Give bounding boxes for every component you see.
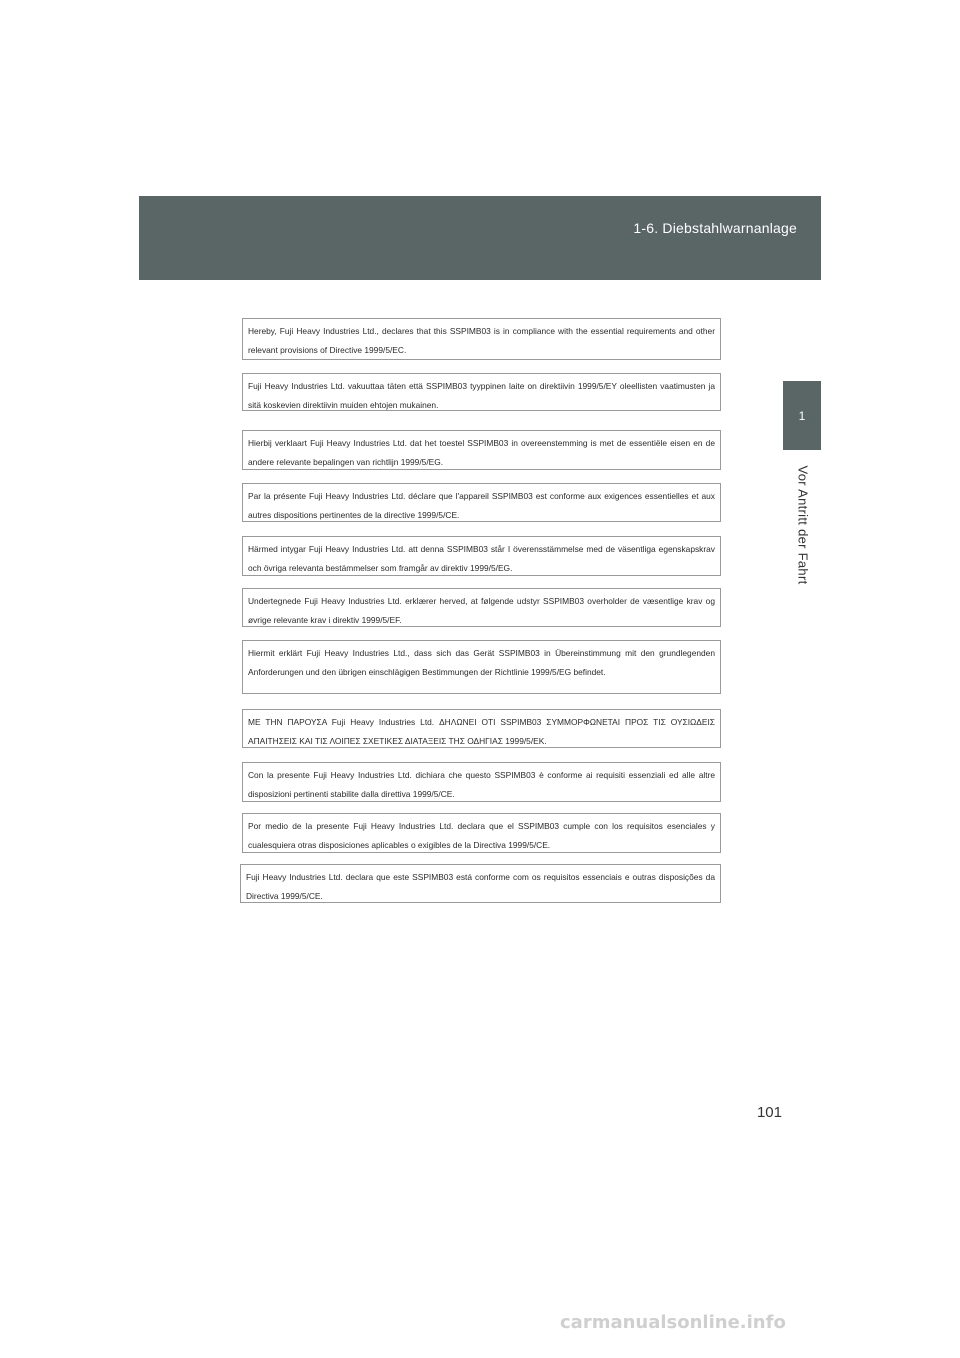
- declaration-finnish: Fuji Heavy Industries Ltd. vakuuttaa täten että SSPIMB03 tyyppinen laite on direktiivin 1999/5/EY oleellisten vaatimusten ja sitä koskevien direktiivin muiden ehtojen mukainen.: [242, 373, 721, 411]
- declaration-german: Hiermit erklärt Fuji Heavy Industries Ltd., dass sich das Gerät SSPIMB03 in Übereinstimmung mit den grundlegenden Anforderungen und den übrigen einschlägigen Bestimmungen der Richtlinie 1999/5/EG befindet.: [242, 640, 721, 694]
- declaration-italian: Con la presente Fuji Heavy Industries Ltd. dichiara che questo SSPIMB03 è conforme ai requisiti essenziali ed alle altre disposizioni pertinenti stabilite dalla direttiva 1999/5/CE.: [242, 762, 721, 802]
- declaration-greek: ΜΕ ΤΗΝ ΠΑΡΟΥΣΑ Fuji Heavy Industries Ltd. ΔΗΛΩΝΕΙ ΟΤΙ SSPIMB03 ΣΥΜΜΟΡΦΩΝΕΤΑΙ ΠΡΟΣ ΤΙΣ ΟΥΣΙΩΔΕΙΣ ΑΠΑΙΤΗΣΕΙΣ ΚΑΙ ΤΙΣ ΛΟΙΠΕΣ ΣΧΕΤΙΚΕΣ ΔΙΑΤΑΞΕΙΣ ΤΗΣ ΟΔΗΓΙΑΣ 1999/5/ΕΚ.: [242, 709, 721, 748]
- watermark: carmanualsonline.info: [560, 1312, 786, 1333]
- page-number: 101: [756, 1104, 782, 1121]
- declaration-dutch: Hierbij verklaart Fuji Heavy Industries Ltd. dat het toestel SSPIMB03 in overeenstemming is met de essentiële eisen en de andere relevante bepalingen van richtlijn 1999/5/EG.: [242, 430, 721, 470]
- declaration-portuguese: Fuji Heavy Industries Ltd. declara que este SSPIMB03 está conforme com os requisitos essenciais e outras disposições da Directiva 1999/5/CE.: [240, 864, 721, 903]
- section-title: 1-6. Diebstahlwarnanlage: [633, 220, 797, 236]
- declaration-english: Hereby, Fuji Heavy Industries Ltd., declares that this SSPIMB03 is in compliance with the essential requirements and other relevant provisions of Directive 1999/5/EC.: [242, 318, 721, 360]
- declaration-danish: Undertegnede Fuji Heavy Industries Ltd. erklærer herved, at følgende udstyr SSPIMB03 overholder de væsentlige krav og øvrige relevante krav i direktiv 1999/5/EF.: [242, 588, 721, 627]
- chapter-number: 1: [798, 409, 806, 423]
- chapter-title: Vor Antritt der Fahrt: [795, 465, 811, 585]
- declaration-swedish: Härmed intygar Fuji Heavy Industries Ltd. att denna SSPIMB03 står I överensstämmelse med de väsentliga egenskapskrav och övriga relevanta bestämmelser som framgår av direktiv 1999/5/EG.: [242, 536, 721, 576]
- declaration-spanish: Por medio de la presente Fuji Heavy Industries Ltd. declara que el SSPIMB03 cumple con los requisitos esenciales y cualesquiera otras disposiciones aplicables o exigibles de la Directiva 1999/5/CE.: [242, 813, 721, 853]
- declaration-french: Par la présente Fuji Heavy Industries Ltd. déclare que l'appareil SSPIMB03 est conforme aux exigences essentielles et aux autres dispositions pertinentes de la directive 1999/5/CE.: [242, 483, 721, 522]
